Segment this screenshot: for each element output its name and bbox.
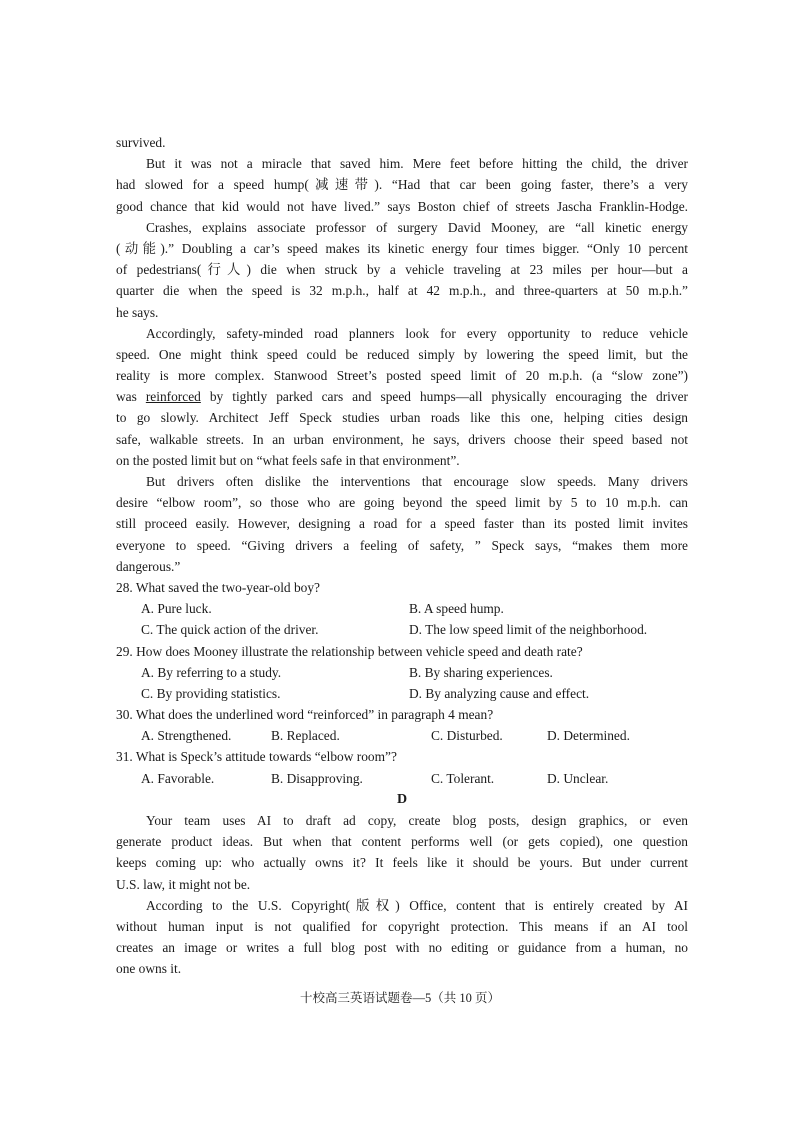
option-row — [116, 683, 688, 704]
option-d[interactable]: D. The low speed limit of the neighborhood. — [409, 622, 648, 638]
passage-line: to go slowly. Architect Jeff Speck studies urban roads like this one, helping cities design — [116, 410, 688, 426]
exam-page — [116, 132, 688, 980]
section-heading: D — [396, 791, 408, 807]
passage-line: But drivers often dislike the interventions that encourage slow speeds. Many drivers — [146, 474, 688, 489]
passage-line: U.S. law, it might not be. — [116, 876, 251, 892]
option-c[interactable]: C. By providing statistics. — [141, 685, 281, 701]
passage-line — [116, 386, 688, 407]
passage-line: still proceed easily. However, designing a road for a speed faster than its posted limit invites — [116, 516, 688, 532]
option-a[interactable]: A. By referring to a study. — [141, 664, 282, 680]
passage-line: safe, walkable streets. In an urban environment, he says, drivers choose their speed based not — [116, 431, 688, 447]
option-b[interactable]: B. By sharing experiences. — [409, 664, 553, 680]
option-b[interactable]: B. Replaced. — [271, 728, 340, 744]
option-d[interactable]: D. Unclear. — [547, 770, 609, 786]
passage-line: he says. — [116, 304, 159, 320]
question-stem: 30. What does the underlined word “reinforced” in paragraph 4 mean? — [116, 707, 494, 723]
question-stem: 31. What is Speck’s attitude towards “elbow room”? — [116, 749, 397, 765]
passage-line-rest: by tightly parked cars and speed humps—all physically encouraging the driver — [209, 389, 688, 405]
passage-line: desire “elbow room”, so those who are going beyond the speed limit by 5 to 10 m.p.h. can — [116, 495, 688, 511]
option-a[interactable]: A. Strengthened. — [141, 728, 232, 744]
passage-line: quarter die when the speed is 32 m.p.h., half at 42 m.p.h., and three-quarters at 50 m.p.h.” — [116, 283, 688, 299]
passage-line: Accordingly, safety-minded road planners look for every opportunity to reduce vehicle — [146, 325, 688, 341]
passage-line: survived. — [116, 135, 166, 150]
passage-line: reality is more complex. Stanwood Street’s posted speed limit of 20 m.p.h. (a “slow zone”) — [116, 368, 688, 384]
question-stem: 28. What saved the two-year-old boy? — [116, 579, 320, 595]
option-d[interactable]: D. By analyzing cause and effect. — [409, 685, 590, 701]
option-b[interactable]: B. Disapproving. — [271, 770, 363, 786]
passage-line: had slowed for a speed hump(减速带). “Had that car been going faster, there’s a very — [116, 177, 688, 193]
passage-line: without human input is not qualified for copyright protection. This means if an AI tool — [116, 918, 688, 934]
option-d[interactable]: D. Determined. — [547, 728, 630, 744]
option-a[interactable]: A. Favorable. — [141, 770, 215, 786]
passage-line: creates an image or writes a full blog post with no editing or guidance from a human, no — [116, 940, 688, 956]
option-row — [116, 725, 688, 746]
underlined-word: reinforced — [145, 389, 201, 405]
passage-line: dangerous.” — [116, 558, 181, 574]
option-row — [116, 768, 688, 789]
passage-line: good chance that kid would not have lived.” says Boston chief of streets Jascha Franklin-Hodge. — [116, 198, 688, 214]
option-row — [116, 662, 688, 683]
option-b[interactable]: B. A speed hump. — [409, 601, 504, 617]
passage-line: Your team uses AI to draft ad copy, create blog posts, design graphics, or even — [146, 813, 688, 828]
passage-line: of pedestrians(行人) die when struck by a vehicle traveling at 23 miles per hour—but a — [116, 262, 688, 278]
option-c[interactable]: C. Tolerant. — [431, 770, 495, 786]
option-c[interactable]: C. The quick action of the driver. — [141, 622, 319, 638]
passage-line: generate product ideas. But when that content performs well (or gets copied), one question — [116, 834, 688, 850]
option-a[interactable]: A. Pure luck. — [141, 601, 212, 617]
passage-line: speed. One might think speed could be reduced simply by lowering the speed limit, but the — [116, 346, 688, 362]
was-word: was — [116, 389, 137, 405]
option-row — [116, 598, 688, 619]
passage-line: But it was not a miracle that saved him. Mere feet before hitting the child, the driver — [146, 156, 688, 172]
passage-line: everyone to speed. “Giving drivers a feeling of safety, ” Speck says, “makes them more — [116, 537, 688, 553]
passage-line: on the posted limit but on “what feels safe in that environment”. — [116, 452, 460, 468]
passage-line: one owns it. — [116, 961, 182, 977]
passage-line: According to the U.S. Copyright(版权) Office, content that is entirely created by AI — [146, 897, 688, 913]
option-row — [116, 619, 688, 640]
passage-line: Crashes, explains associate professor of surgery David Mooney, are “all kinetic energy — [146, 219, 688, 235]
passage-line: (动能).” Doubling a car’s speed makes its kinetic energy four times bigger. “Only 10 percent — [116, 240, 688, 256]
page-footer: 十校高三英语试题卷—5（共 10 页） — [299, 991, 500, 1005]
question-stem: 29. How does Mooney illustrate the relationship between vehicle speed and death rate? — [116, 643, 583, 659]
option-c[interactable]: C. Disturbed. — [431, 728, 503, 744]
passage-line: keeps coming up: who actually owns it? It feels like it should be yours. But under current — [116, 855, 688, 871]
